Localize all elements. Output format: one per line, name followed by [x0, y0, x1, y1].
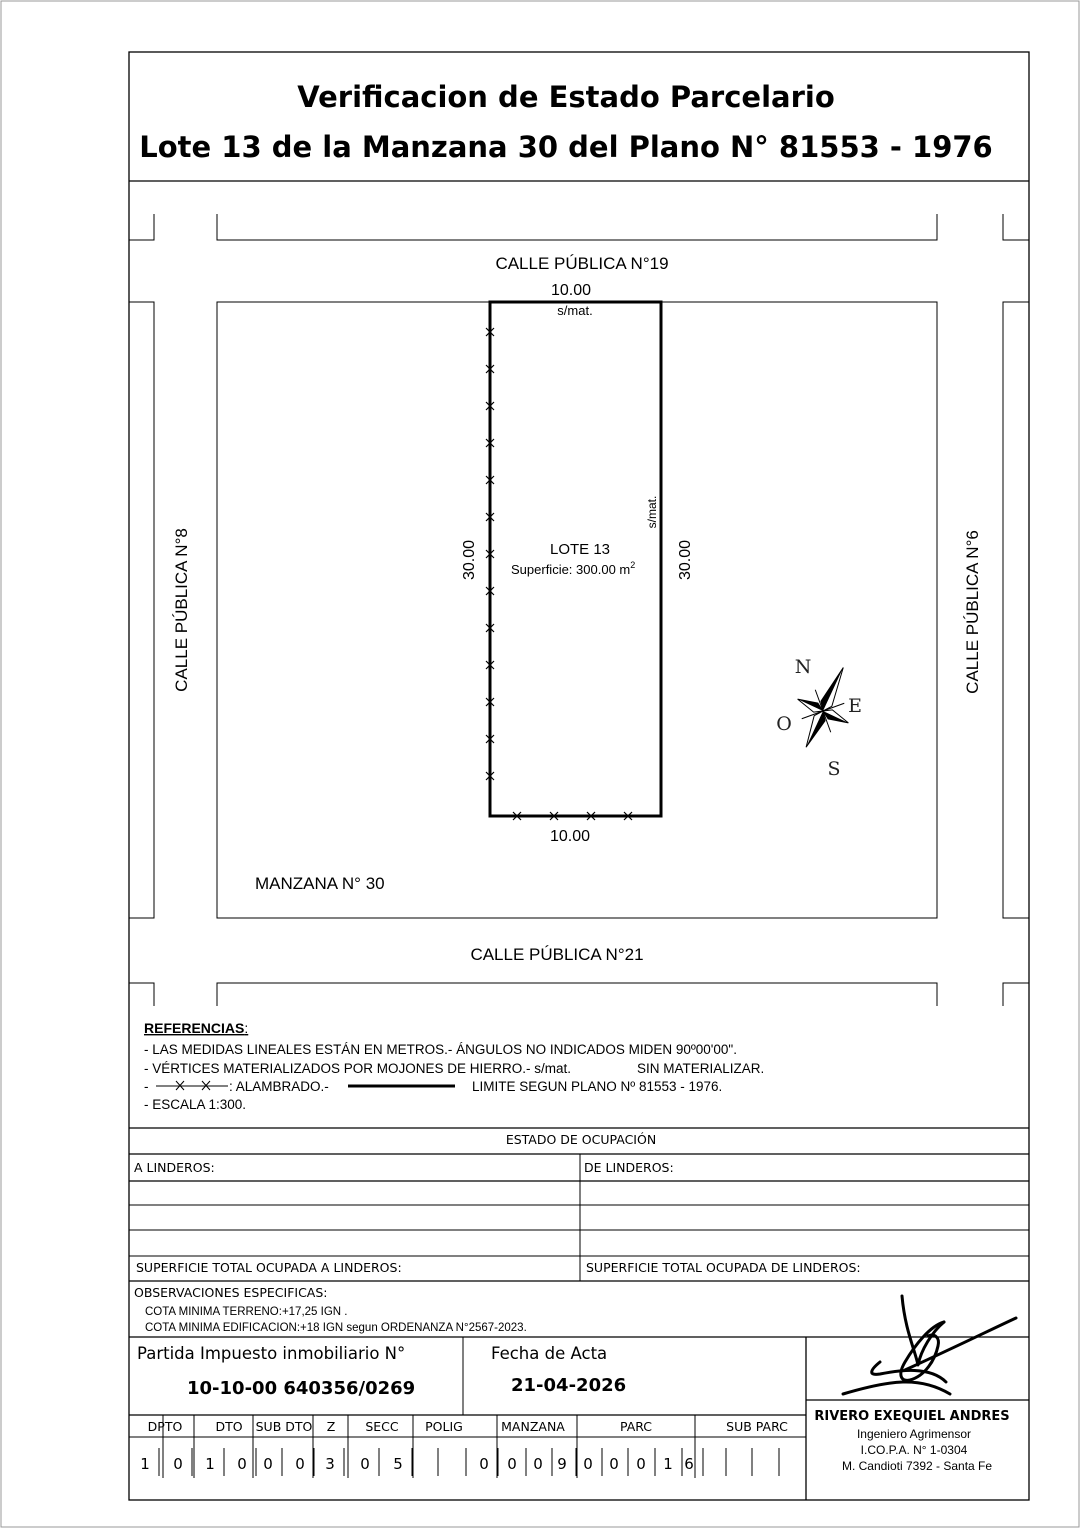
road-edge	[1003, 302, 1029, 918]
cadastral-digit: 0	[636, 1455, 646, 1473]
cadastral-header: MANZANA	[501, 1419, 565, 1434]
cadastral-header: DTO	[215, 1419, 243, 1434]
street-north-label: CALLE PÚBLICA N°19	[495, 254, 669, 273]
references-line-3-prefix: -	[144, 1079, 149, 1094]
fecha-label: Fecha de Acta	[491, 1344, 608, 1363]
observations-heading: OBSERVACIONES ESPECIFICAS:	[134, 1285, 328, 1300]
cadastral-header: POLIG	[425, 1419, 463, 1434]
cadastral-header: PARC	[619, 1419, 653, 1434]
dim-right: 30.00	[677, 539, 694, 581]
cadastral-digit: 1	[205, 1455, 215, 1473]
cadastral-digit: 0	[295, 1455, 305, 1473]
cadastral-header: SUB PARC	[726, 1419, 788, 1434]
dim-top: 10.00	[550, 282, 592, 299]
lot-label: LOTE 13	[549, 541, 611, 558]
occupation-heading: ESTADO DE OCUPACIÓN	[505, 1132, 657, 1147]
professional-address: M. Candioti 7392 - Santa Fe	[841, 1459, 993, 1473]
cadastral-digit: 0	[609, 1455, 619, 1473]
cadastral-digit: 9	[557, 1455, 567, 1473]
references-line-3a: : ALAMBRADO.-	[229, 1079, 329, 1094]
street-south-label: CALLE PÚBLICA N°21	[470, 945, 644, 964]
fence-legend-icon	[156, 1081, 228, 1090]
observations-line-1: COTA MINIMA TERRENO:+17,25 IGN .	[145, 1306, 348, 1318]
road-edge	[129, 214, 154, 240]
cadastral-header: SUB DTO	[255, 1419, 313, 1434]
cadastral-digit: 0	[533, 1455, 543, 1473]
cadastral-digit: 3	[325, 1455, 335, 1473]
signature	[843, 1296, 1016, 1394]
cadastral-header: DPTO	[147, 1419, 183, 1434]
cadastral-digit: 0	[479, 1455, 489, 1473]
compass-o: O	[776, 713, 792, 735]
fecha-value: 21-04-2026	[511, 1375, 627, 1396]
sup-a-linderos-label: SUPERFICIE TOTAL OCUPADA A LINDEROS:	[136, 1260, 402, 1275]
references-line-4: - ESCALA 1:300.	[144, 1097, 247, 1112]
dim-top-note: s/mat.	[557, 303, 593, 318]
sup-de-linderos-label: SUPERFICIE TOTAL OCUPADA DE LINDEROS:	[586, 1260, 861, 1275]
cadastral-header: Z	[326, 1419, 336, 1434]
road-edge	[129, 983, 154, 1006]
dim-right-note: s/mat.	[645, 495, 659, 529]
road-edge	[1003, 983, 1029, 1006]
references-line-1: - LAS MEDIDAS LINEALES ESTÁN EN METROS.- ÁNGULOS NO INDICADOS MIDEN 90º00'00".	[144, 1042, 737, 1057]
cadastral-digit: 0	[583, 1455, 593, 1473]
compass-s: S	[827, 758, 841, 780]
compass-e: E	[848, 695, 862, 717]
street-west-label: CALLE PÚBLICA N°8	[172, 528, 191, 692]
road-edge	[129, 302, 154, 918]
cadastral-digit: 0	[507, 1455, 517, 1473]
cadastral-digit: 0	[360, 1455, 370, 1473]
lot-area: Superficie: 300.00 $m^2$	[511, 560, 636, 577]
cadastral-headers	[148, 1419, 788, 1434]
title-line-2: Lote 13 de la Manzana 30 del Plano N° 81553 - 1976	[139, 130, 993, 164]
cadastral-header: SECC	[365, 1419, 399, 1434]
cadastral-digit: 1	[140, 1455, 150, 1473]
professional-name: RIVERO EXEQUIEL ANDRES	[814, 1409, 1010, 1424]
cadastral-digit: 0	[263, 1455, 273, 1473]
cadastral-digits	[140, 1448, 779, 1476]
road-edge	[1003, 214, 1029, 240]
observations-line-2: COTA MINIMA EDIFICACION:+18 IGN segun ORDENANZA N°2567-2023.	[145, 1322, 527, 1334]
cadastral-digit: 1	[663, 1455, 673, 1473]
dim-left: 30.00	[461, 539, 478, 581]
block-outline	[217, 302, 937, 918]
compass-n: N	[794, 656, 812, 678]
cadastral-digit: 6	[684, 1455, 694, 1473]
lot-outline	[490, 302, 661, 816]
references-heading: REFERENCIAS:	[144, 1020, 249, 1036]
references-line-3b: LIMITE SEGUN PLANO Nº 81553 - 1976.	[472, 1079, 723, 1094]
partida-label: Partida Impuesto inmobiliario N°	[137, 1344, 406, 1363]
de-linderos-label: DE LINDEROS:	[584, 1160, 674, 1175]
cadastral-digit: 0	[237, 1455, 247, 1473]
a-linderos-label: A LINDEROS:	[134, 1160, 215, 1175]
road-edge	[217, 983, 937, 1006]
professional-license: I.CO.P.A. N° 1-0304	[860, 1443, 968, 1457]
references-line-2a: - VÉRTICES MATERIALIZADOS POR MOJONES DE HIERRO.- s/mat.	[144, 1061, 572, 1076]
street-east-label: CALLE PÚBLICA N°6	[963, 530, 982, 694]
professional-title: Ingeniero Agrimensor	[856, 1427, 972, 1441]
road-edge	[217, 214, 937, 240]
dim-bottom: 10.00	[549, 828, 591, 845]
references-line-2b: SIN MATERIALIZAR.	[637, 1061, 765, 1076]
block-label: MANZANA N° 30	[255, 874, 385, 893]
title-line-1: Verificacion de Estado Parcelario	[297, 80, 835, 114]
partida-value: 10-10-00 640356/0269	[187, 1378, 416, 1399]
cadastral-digit: 0	[173, 1455, 183, 1473]
cadastral-digit: 5	[393, 1455, 403, 1473]
